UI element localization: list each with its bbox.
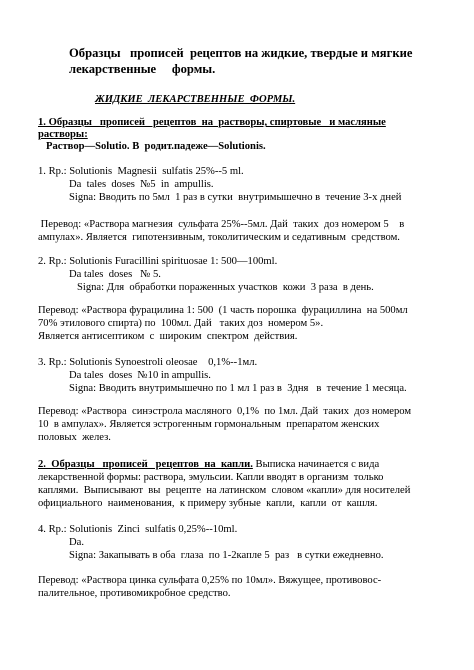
recipe-1-translation-line-2: ампулах». Является гипотензивным, токолитическим и седативным средством. — [38, 232, 400, 243]
recipe-3-translation-line-3: половых желез. — [38, 432, 111, 443]
section-heading: ЖИДКИЕ ЛЕКАРСТВЕННЫЕ ФОРМЫ. — [95, 94, 296, 105]
recipe-3-translation-line-1: Перевод: «Раствора синэстрола масляного 0,1% по 1мл. Дай таких доз номером — [38, 406, 412, 417]
recipe-4-translation-line-1: Перевод: «Раствора цинка сульфата 0,25% по 10мл». Вяжущее, противовос- — [38, 575, 382, 586]
recipe-2-translation-line-2: 70% этилового спирта) по 100мл. Дай таких доз номером 5». — [38, 318, 324, 329]
section-2-line-3: каплями. Выписывают вы рецепте на латинском словом «капли» для носителей — [38, 485, 411, 496]
section-2-heading: 2. Образцы прописей рецептов на капли. — [38, 459, 253, 470]
recipe-3-line-2: Da tales doses №10 in ampullis. — [69, 370, 211, 381]
recipe-4-signa: Signa: Закапывать в оба глаза по 1-2капле 5 раз в сутки ежедневно. — [69, 550, 384, 561]
recipe-4-line-2: Da. — [69, 537, 85, 548]
recipe-3-signa: Signa: Вводить внутримышечно по 1 мл 1 раз в 3дня в течение 1 месяца. — [69, 383, 407, 394]
recipe-2-translation-line-3: Является антисептиком с широким спектром действия. — [38, 331, 298, 342]
section-1-subheading: Раствор—Solutio. В родит.падеже—Solutionis. — [46, 141, 266, 152]
recipe-2-translation-line-1: Перевод: «Раствора фурацилина 1: 500 (1 часть порошка фурациллина на 500мл — [38, 305, 408, 316]
recipe-1-line-2: Da tales doses №5 in ampullis. — [69, 179, 214, 190]
recipe-3-line-1: 3. Rp.: Solutionis Synoestroli oleosae 0,1%--1мл. — [38, 357, 258, 368]
recipe-4-translation-line-2: палительное, противомикробное средство. — [38, 588, 231, 599]
section-1-heading-line-1: 1. Образцы прописей рецептов на растворы, спиртовые и масляные — [38, 117, 386, 128]
recipe-1-line-1: 1. Rp.: Solutionis Magnesii sulfatis 25%--5 ml. — [38, 166, 244, 177]
recipe-2-signa: Signa: Для обработки пораженных участков кожи 3 раза в день. — [77, 282, 374, 293]
recipe-1-translation-line-1: Перевод: «Раствора магнезия сульфата 25%--5мл. Дай таких доз номером 5 в — [38, 219, 405, 230]
recipe-3-translation-line-2: 10 в ампулах». Является эстрогенным гормональным препаратом женских — [38, 419, 380, 430]
doc-title-line-1: Образцы прописей рецептов на жидкие, твердые и мягкие — [69, 46, 413, 60]
section-2-intro: Выписка начинается с вида — [252, 459, 380, 470]
section-1-heading-line-2: растворы: — [38, 129, 88, 140]
section-2-line-4: официального наименования, к примеру зубные капли, капли от кашля. — [38, 498, 378, 509]
recipe-1-signa: Signa: Вводить по 5мл 1 раз в сутки внутримышечно в течение 3-х дней — [69, 192, 402, 203]
section-2-line-1 — [38, 459, 379, 471]
recipe-2-line-1: 2. Rp.: Solutionis Furacillini spirituosae 1: 500—100ml. — [38, 256, 278, 267]
section-2-line-2: лекарственной формы: раствора, эмульсии. Капли вводят в организм только — [38, 472, 384, 483]
recipe-2-line-2: Da tales doses № 5. — [69, 269, 161, 280]
recipe-4-line-1: 4. Rp.: Solutionis Zinci sulfatis 0,25%--10ml. — [38, 524, 238, 535]
doc-title-line-2: лекарственные формы. — [69, 62, 216, 76]
